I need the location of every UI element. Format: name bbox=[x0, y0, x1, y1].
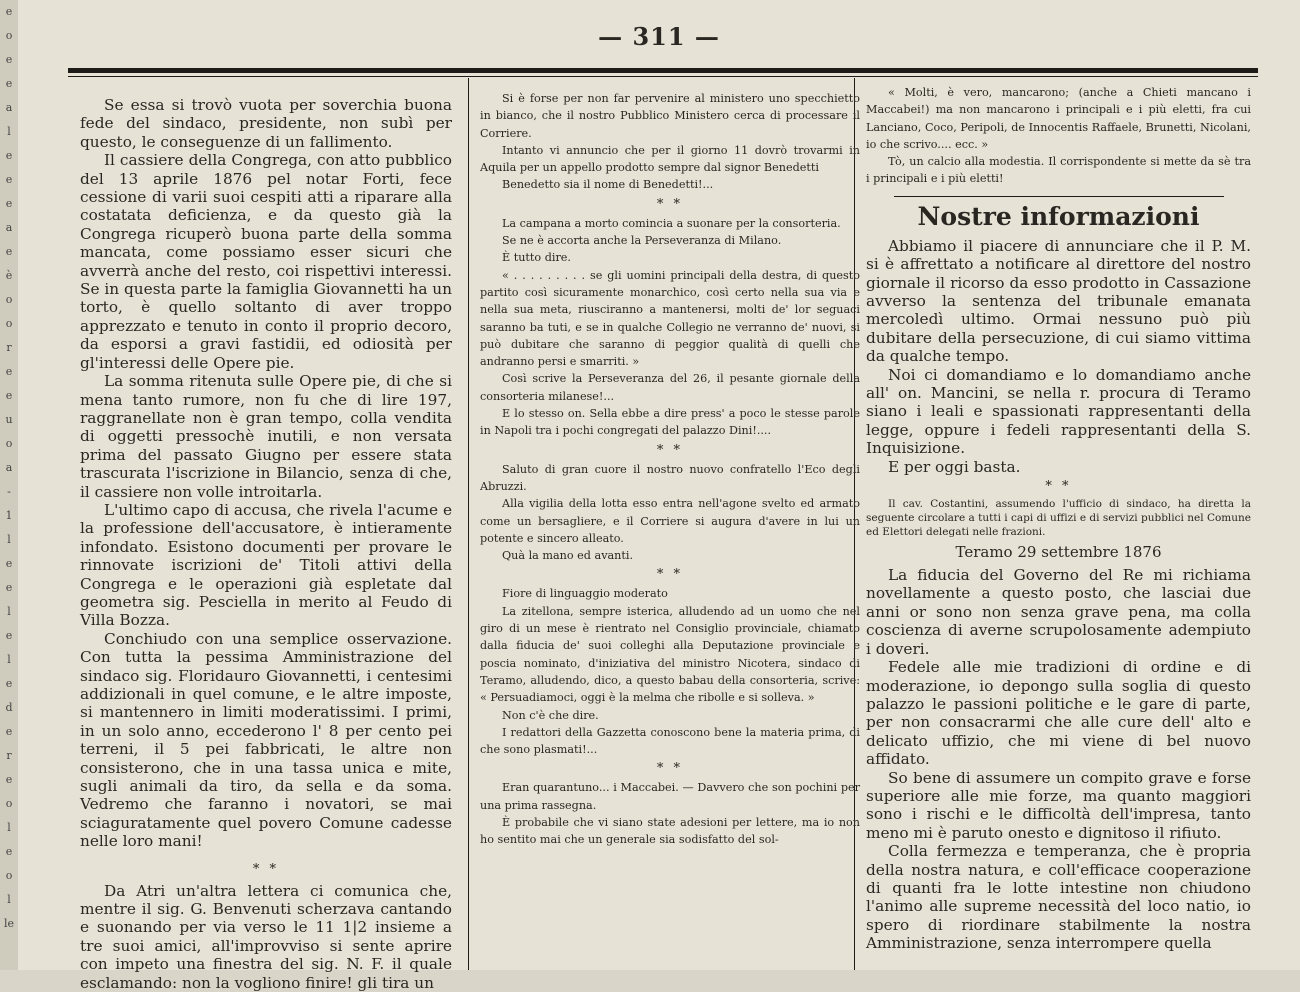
previous-page-edge bbox=[0, 0, 18, 970]
margin-letter: a bbox=[5, 101, 13, 114]
page-number: — 311 — bbox=[598, 22, 720, 51]
article-paragraph: Se ne è accorta anche la Perseveranza di Milano. bbox=[502, 234, 782, 248]
article-paragraph: Benedetto sia il nome di Benedetti!... bbox=[502, 178, 714, 192]
article-paragraph: La somma ritenuta sulle Opere pie, di che si mena tanto rumore, non fu che di lire 197, raggranellate non è gran tempo, colla vendita di oggetti pressochè inutili, e non versata prima del passato Giugno per essere stata trascurata l'iscrizione in Bilancio, senza di che, il cassiere non volle introitarla. bbox=[80, 372, 452, 501]
article-paragraph: « . . . . . . . . . se gli uomini principali della destra, di questo partito così sicuramente monarchico, così certo nella sua via e nella sua meta, riusciranno a mantenersi, molti de' lor seguaci saranno ba tuti, e se in qualche Collegio ne verranno de' nuovi, si può dubitare che saranno di peggior qualità di quelli che andranno persi e smarriti. » bbox=[480, 268, 860, 369]
margin-letter: l bbox=[7, 125, 11, 138]
margin-letter: l bbox=[7, 605, 11, 618]
article-paragraph: Fedele alle mie tradizioni di ordine e di moderazione, io depongo sulla soglia di questo palazzo le passioni politiche e le gare di parte, per non consacrarmi che alle cure dell' alto e delicato uffizio, che mi viene di bel nuovo affidato. bbox=[866, 658, 1251, 769]
article-paragraph: La zitellona, sempre isterica, alludendo ad un uomo che nel giro di un mese è rientrato nel Consiglio provinciale, chiamato dalla fiducia de' suoi colleghi alla Deputazione provinciale e poscia nominato, d'iniziativa del ministro Nicotera, sindaco di Teramo, alludendo, dico, a questo babau della consorteria, scrive: « Persuadiamoci, oggi è la melma che ribolle e si solleva. » bbox=[480, 604, 860, 705]
margin-letter: e bbox=[5, 677, 13, 690]
article-paragraph: Noi ci domandiamo e lo domandiamo anche all' on. Mancini, se nella r. procura di Teramo siano i leali e spassionati rappresentanti della legge, oppure i fedeli rappresentanti della S. Inquisizione. bbox=[866, 365, 1251, 458]
column-right bbox=[866, 84, 1251, 953]
heading-rule bbox=[894, 196, 1224, 197]
article-paragraph: Tò, un calcio alla modestia. Il corrispondente si mette da sè tra i principali e i più eletti! bbox=[866, 155, 1251, 186]
article-paragraph: Eran quarantuno... i Maccabei. — Davvero che son pochini per una prima rassegna. bbox=[480, 781, 860, 812]
margin-letter: e bbox=[5, 53, 13, 66]
article-paragraph: La campana a morto comincia a suonare per la consorteria. bbox=[502, 216, 841, 230]
margin-letter: e bbox=[5, 173, 13, 186]
header-rule bbox=[68, 68, 1258, 73]
header-rule-thin bbox=[68, 76, 1258, 77]
article-paragraph: L'ultimo capo di accusa, che rivela l'acume e la professione dell'accusatore, è intieramente infondato. Esistono documenti per provare le rinnovate iscrizioni de' Titoli attivi della Congrega e le operazioni già espletate dal geometra sig. Pesciella in merito al Feudo di Villa Bozza. bbox=[80, 500, 452, 630]
article-paragraph: Intanto vi annuncio che per il giorno 11 dovrò trovarmi in Aquila per un appello prodotto sempre dal signor Benedetti bbox=[480, 143, 860, 175]
article-paragraph: Se essa si trovò vuota per soverchia buona fede del sindaco, presidente, non subì per questo, le conseguenze di un fallimento. bbox=[80, 96, 452, 151]
section-separator: * * bbox=[656, 196, 684, 212]
margin-letter: l bbox=[7, 893, 11, 906]
article-paragraph: Abbiamo il piacere di annunciare che il P. M. si è affrettato a notificare al direttore del nostro giornale il ricorso da esso prodotto in Cassazione avverso la sentenza del tribunale emanata mercoledì ultimo. Ormai nessuno può più dubitare della persecuzione, di cui siamo vittima da qualche tempo. bbox=[866, 236, 1251, 366]
margin-letter: e bbox=[5, 77, 13, 90]
margin-letter: e bbox=[5, 365, 13, 378]
margin-letter: e bbox=[5, 245, 13, 258]
article-paragraph: Il cav. Costantini, assumendo l'ufficio di sindaco, ha diretta la seguente circolare a tutti i capi di uffizi e di servizi pubblici nel Comune ed Elettori delegati nelle frazioni. bbox=[866, 498, 1251, 539]
margin-letter: e bbox=[5, 557, 13, 570]
margin-letter: o bbox=[5, 797, 13, 810]
margin-letter: o bbox=[5, 29, 13, 42]
section-separator: * * bbox=[656, 567, 684, 583]
margin-letter: e bbox=[5, 197, 13, 210]
margin-letter: e bbox=[5, 773, 13, 786]
article-paragraph: Quà la mano ed avanti. bbox=[502, 549, 634, 563]
margin-letter: a bbox=[5, 461, 13, 474]
article-paragraph: Colla fermezza e temperanza, che è propria della nostra natura, e coll'efficace cooperazione di quanti fra le lotte intestine non chiudono l'animo alle supreme necessità del loco natio, io spero di riordinare stabilmente la nostra Amministrazione, senza interrompere quella bbox=[866, 842, 1251, 953]
margin-letter: e bbox=[5, 5, 13, 18]
margin-letter: l bbox=[7, 533, 11, 546]
section-heading: Nostre informazioni bbox=[917, 201, 1200, 231]
column-left bbox=[80, 96, 452, 992]
article-paragraph: Saluto di gran cuore il nostro nuovo confratello l'Eco degli Abruzzi. bbox=[480, 462, 860, 493]
margin-letter: o bbox=[5, 293, 13, 306]
margin-letter: e bbox=[5, 149, 13, 162]
dateline: Teramo 29 settembre 1876 bbox=[955, 543, 1162, 562]
section-separator: * * bbox=[656, 442, 684, 458]
article-paragraph: Da Atri un'altra lettera ci comunica che, mentre il sig. G. Benvenuti scherzava cantando e suonando per via verso le 11 1|2 insieme a tre suoi amici, all'improvviso si sente aprire con impeto una finestra del sig. N. F. il quale esclamando: non la vogliono finire! gli tira un bbox=[80, 881, 452, 992]
article-paragraph: So bene di assumere un compito grave e forse superiore alle mie forze, ma quanto maggiori sono i rischi e le difficoltà dell'impresa, tanto meno mi è paruto onesto e dignitoso il rifiuto. bbox=[866, 768, 1251, 842]
section-separator: * * bbox=[252, 861, 280, 877]
margin-letter: 1 bbox=[5, 509, 13, 522]
margin-letter: l bbox=[7, 653, 11, 666]
column-middle bbox=[480, 90, 860, 849]
article-paragraph: Si è forse per non far pervenire al ministero uno specchietto in bianco, che il nostro Pubblico Ministero cerca di processare il Corriere. bbox=[480, 92, 860, 140]
margin-letter: è bbox=[5, 269, 13, 282]
margin-letter: e bbox=[5, 389, 13, 402]
article-paragraph: Così scrive la Perseveranza del 26, il pesante giornale della consorteria milanese!... bbox=[480, 372, 860, 403]
column-divider-1 bbox=[468, 78, 469, 970]
newspaper-page bbox=[18, 0, 1300, 992]
margin-letter: e bbox=[5, 725, 13, 738]
margin-letter: e bbox=[5, 629, 13, 642]
article-paragraph: Conchiudo con una semplice osservazione. Con tutta la pessima Amministrazione del sindaco sig. Floridauro Giovannetti, i centesimi addizionali in quel comune, e le altre imposte, si mantennero in limiti moderatissimi. I primi, in un solo anno, eccederono l' 8 per cento pei terreni, il 5 pei fabbricati, le altre non consisterono, che in una tassa unica e mite, sugli animali da tiro, da sella e da soma. Vedremo che faranno i novatori, se mai sciaguratamente quel povero Comune cadesse nelle loro mani! bbox=[80, 629, 452, 851]
article-paragraph: « Molti, è vero, mancarono; (anche a Chieti mancano i Maccabei!) ma non mancarono i principali e i più eletti, fra cui Lanciano, Coco, Peripoli, de Innocentis Raffaele, Brunetti, Nicolani, io che scrivo.... ecc. » bbox=[866, 86, 1251, 151]
margin-letter: e bbox=[5, 581, 13, 594]
margin-letter: o bbox=[5, 317, 13, 330]
article-paragraph: E lo stesso on. Sella ebbe a dire press' a poco le stesse parole in Napoli tra i pochi congregati del palazzo Dini!.... bbox=[480, 407, 860, 438]
section-separator: * * bbox=[1045, 479, 1072, 495]
margin-letter: l bbox=[7, 821, 11, 834]
article-paragraph: Il cassiere della Congrega, con atto pubblico del 13 aprile 1876 pel notar Forti, fece cessione di varii suoi cespiti atti a riparare alla costatata deficienza, e da questo già la Congrega ricuperò buona parte della somma mancata, come possiamo esser sicuri che avverrà anche del resto, coi rispettivi interessi. Se in questa parte la famiglia Giovannetti ha un torto, è quello soltanto di aver troppo apprezzato e tenuto in conto il proprio decoro, da esporsi a gravi fastidii, ed odiosità per gl'interessi delle Opere pie. bbox=[80, 151, 453, 372]
margin-letter: d bbox=[5, 701, 13, 714]
article-paragraph: I redattori della Gazzetta conoscono bene la materia prima, di che sono plasmati!... bbox=[480, 725, 860, 757]
margin-letter: r bbox=[6, 749, 12, 762]
margin-letter: a bbox=[5, 221, 13, 234]
article-paragraph: È tutto dire. bbox=[502, 251, 571, 265]
article-paragraph: Non c'è che dire. bbox=[502, 708, 599, 722]
section-separator: * * bbox=[656, 761, 684, 777]
article-paragraph: E per oggi basta. bbox=[888, 457, 1021, 476]
article-paragraph: È probabile che vi siano state adesioni per lettere, ma io non ho sentito mai che un generale sia sodisfatto del sol- bbox=[480, 815, 860, 847]
margin-letter: r bbox=[6, 341, 12, 354]
margin-letter: - bbox=[7, 485, 11, 498]
article-paragraph: Alla vigilia della lotta esso entra nell'agone svelto ed armato come un bersagliere, e il Corriere si augura d'avere in lui un potente e sincero alleato. bbox=[480, 497, 860, 545]
article-paragraph: La fiducia del Governo del Re mi richiama novellamente a questo posto, che lasciai due anni or sono non senza grave pena, ma colla coscienza di averne scrupolosamente adempiuto i doveri. bbox=[866, 566, 1251, 658]
article-paragraph: Fiore di linguaggio moderato bbox=[502, 587, 668, 601]
margin-letter: le bbox=[3, 917, 15, 930]
margin-letter: u bbox=[5, 413, 13, 426]
margin-letter: e bbox=[5, 845, 13, 858]
margin-letter: o bbox=[5, 437, 13, 450]
margin-letter: o bbox=[5, 869, 13, 882]
